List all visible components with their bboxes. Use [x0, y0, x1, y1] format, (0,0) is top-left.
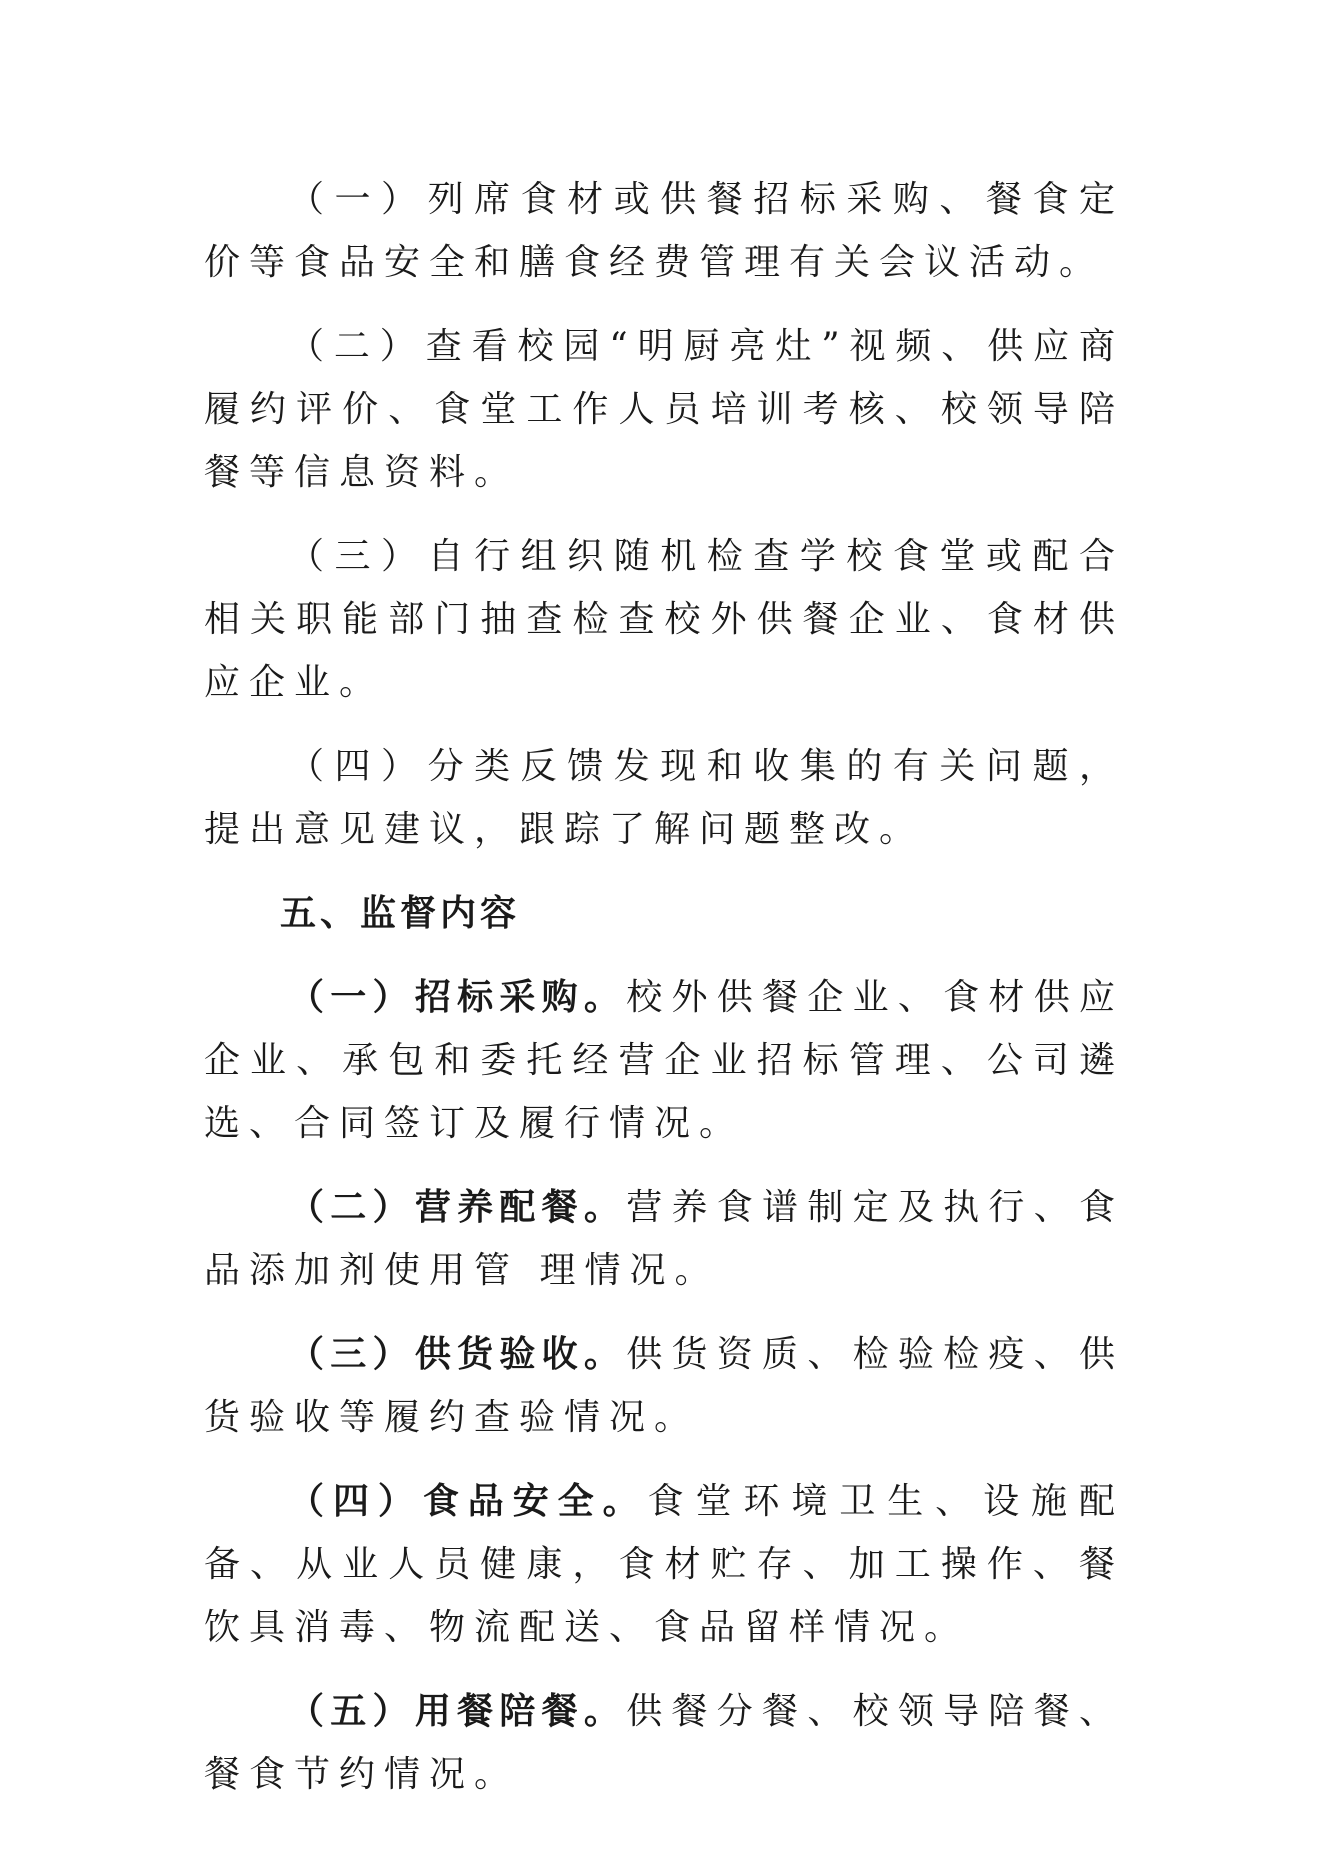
item-lead: （二）营养配餐。 [288, 1187, 627, 1228]
section-heading-supervision-content: 五、监督内容 [280, 893, 521, 934]
paragraph-attend-meetings: （一）列席食材或供餐招标采购、餐食定价等食品安全和膳食经费管理有关会议活动。 [204, 179, 1124, 283]
item-lead: （四）食品安全。 [288, 1481, 648, 1522]
item-dining-accompany [204, 1680, 1124, 1806]
item-lead: （一）招标采购。 [288, 977, 627, 1018]
item-nutrition-meals [204, 1176, 1124, 1302]
item-lead: （五）用餐陪餐。 [288, 1691, 627, 1732]
document-page [204, 168, 1124, 1827]
item-text: 校外供餐企业、食材供应企业、承包和委托经营企业招标管理、公司遴选、合同签订及履行情况。 [204, 977, 1124, 1144]
paragraph-feedback: （四）分类反馈发现和收集的有关问题，提出意见建议，跟踪了解问题整改。 [204, 746, 1124, 850]
paragraph-view-materials: （二）查看校园“明厨亮灶”视频、供应商履约评价、食堂工作人员培训考核、校领导陪餐等信息资料。 [204, 326, 1124, 493]
item-text: 营养食谱制定及执行、食品添加剂使用管 理情况。 [204, 1187, 1124, 1291]
item-text: 食堂环境卫生、设施配备、从业人员健康，食材贮存、加工操作、餐饮具消毒、物流配送、食品留样情况。 [204, 1481, 1124, 1648]
item-supply-acceptance [204, 1323, 1124, 1449]
paragraph-random-inspection: （三）自行组织随机检查学校食堂或配合相关职能部门抽查检查校外供餐企业、食材供应企业。 [204, 536, 1124, 703]
item-text: 供货资质、检验检疫、供货验收等履约查验情况。 [204, 1334, 1124, 1438]
item-lead: （三）供货验收。 [288, 1334, 627, 1375]
item-food-safety [204, 1470, 1124, 1659]
item-text: 供餐分餐、校领导陪餐、餐食节约情况。 [204, 1691, 1124, 1795]
item-bidding-procurement [204, 966, 1124, 1155]
